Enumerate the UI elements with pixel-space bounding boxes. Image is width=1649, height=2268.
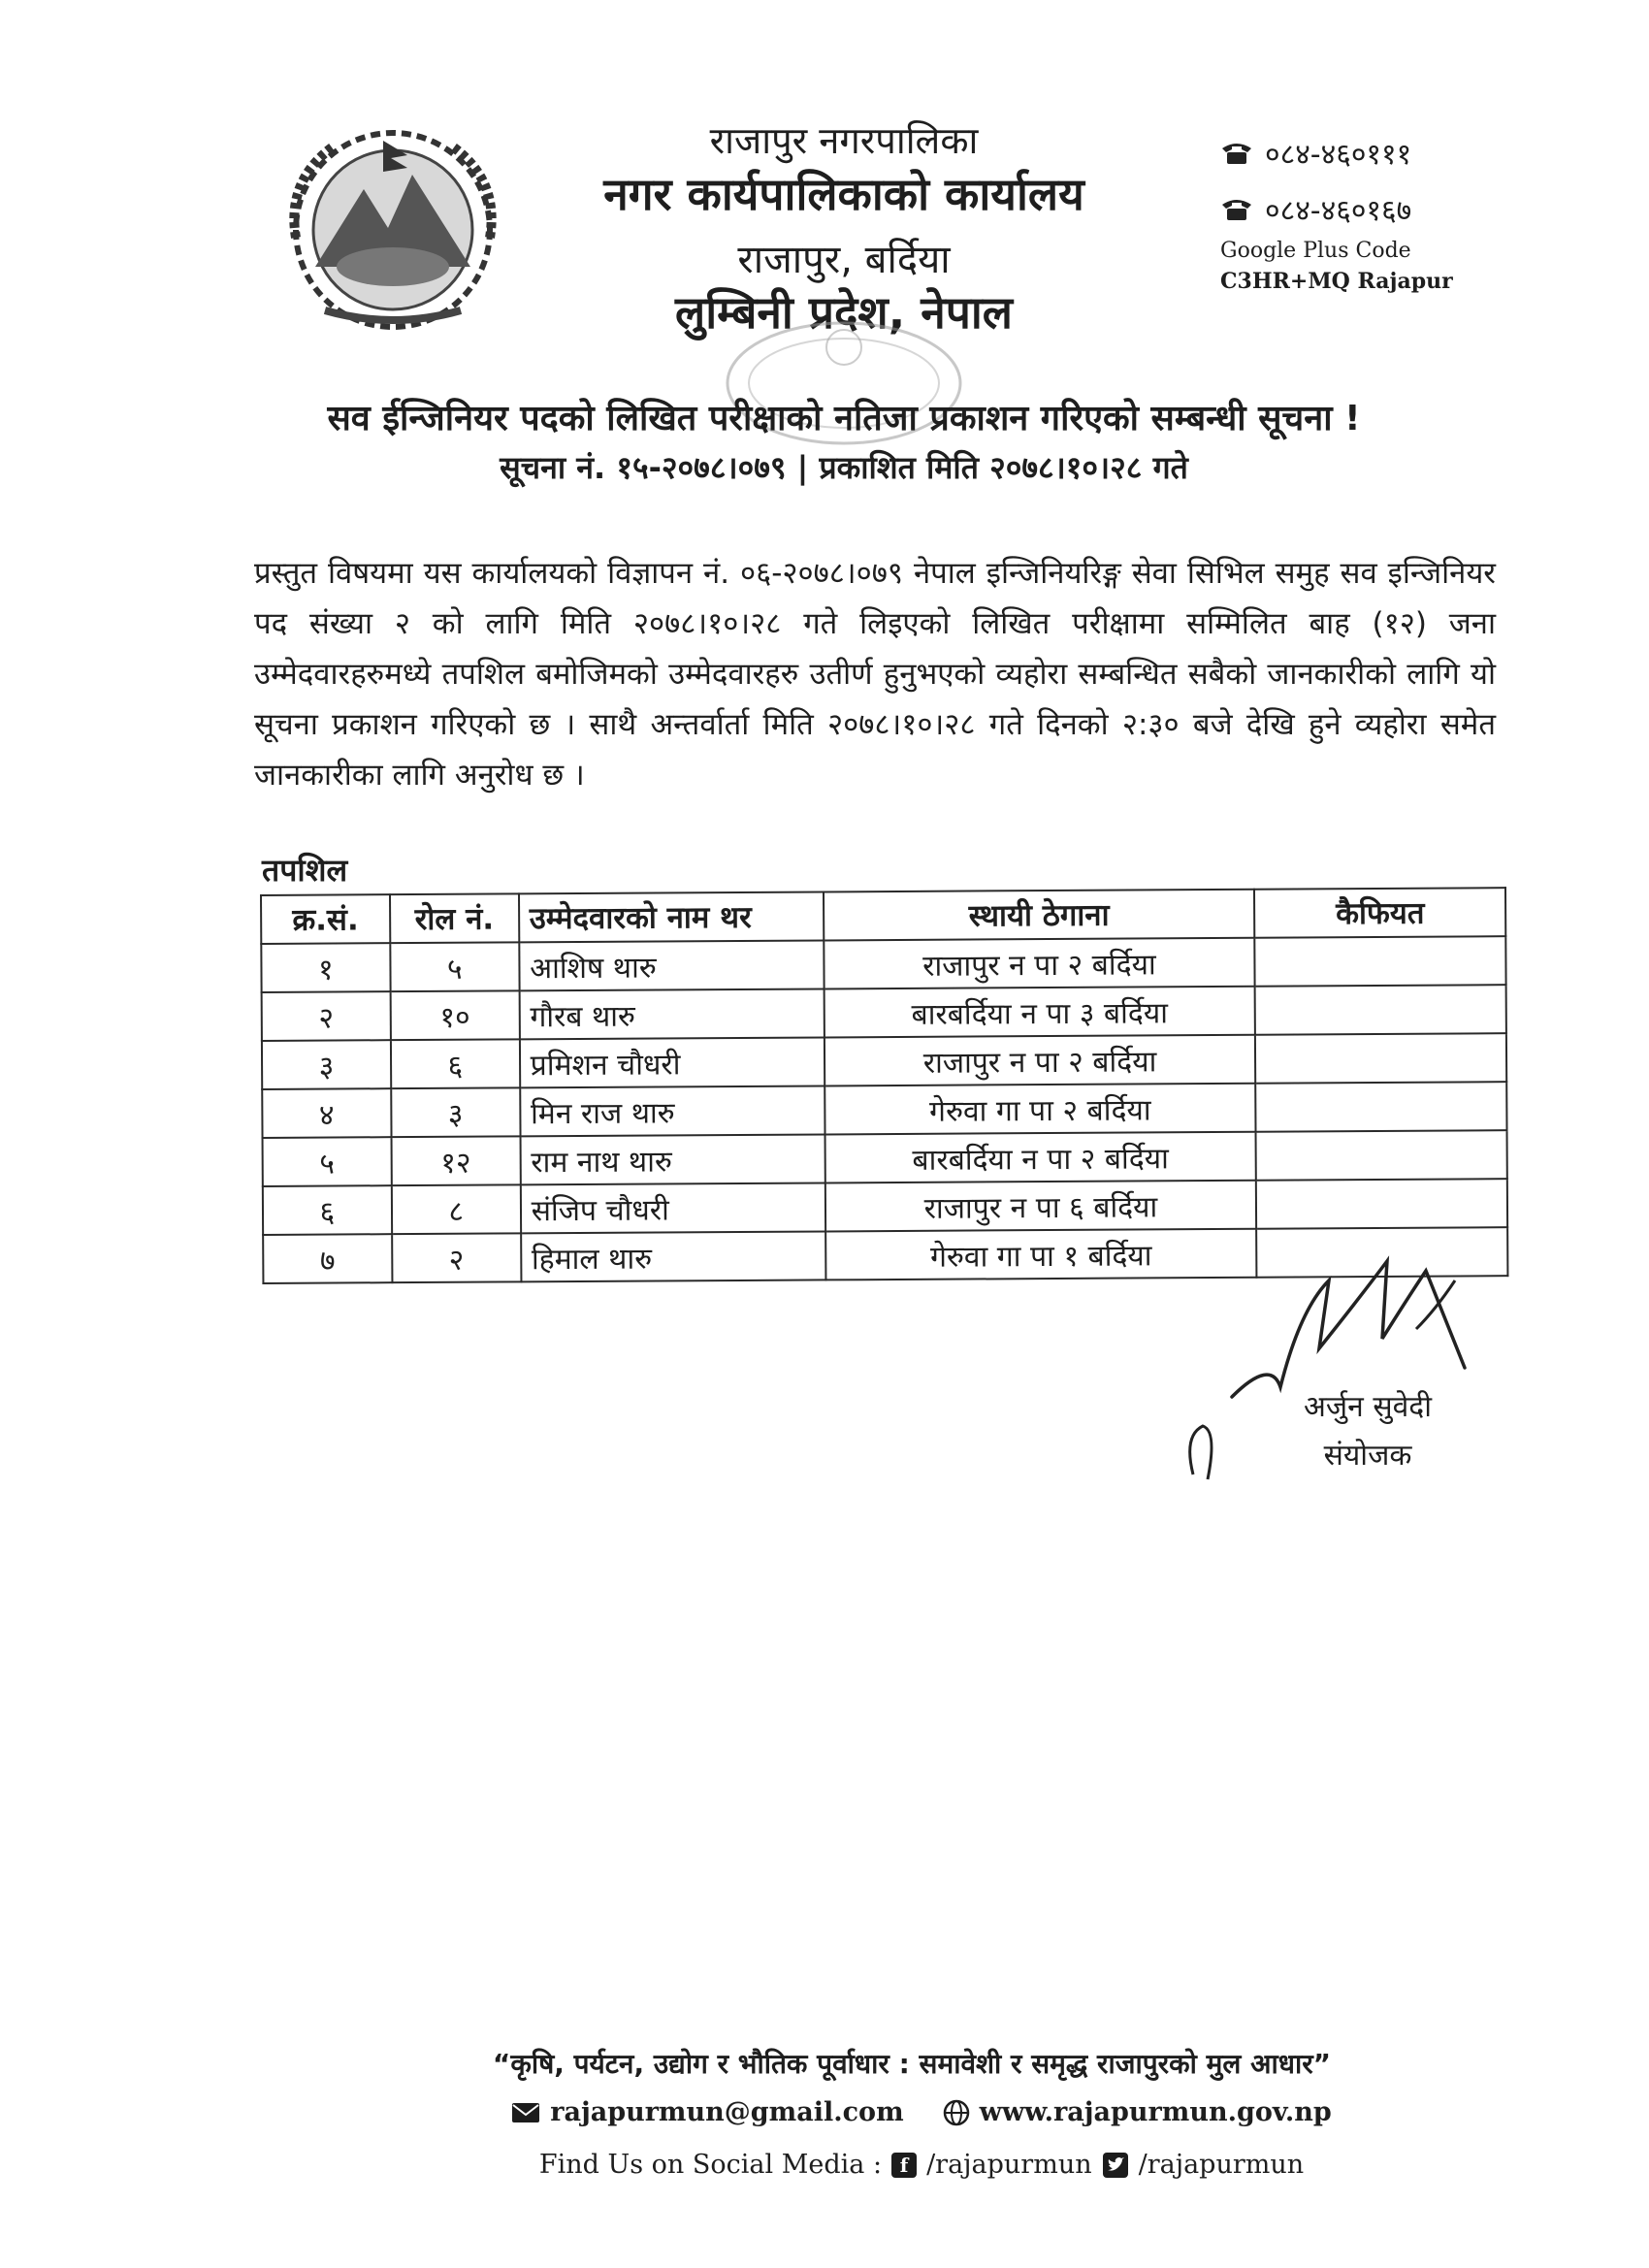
cell-remarks	[1255, 985, 1506, 1035]
phone-number-2[interactable]: ०८४-४६०१६७	[1265, 193, 1412, 228]
footer-slogan: “कृषि, पर्यटन, उद्योग र भौतिक पूर्वाधार : समावेशी र समृद्ध राजापुरको मुल आधार”	[492, 2048, 1332, 2080]
office-address: राजापुर, बर्दिया	[737, 238, 951, 282]
cell-address: गेरुवा गा पा १ बर्दिया	[825, 1229, 1257, 1280]
results-table	[260, 887, 1508, 1284]
notice-reference: सूचना नं. १५-२०७८।०७९ | प्रकाशित मिति २०७८।१०।२८ गते	[500, 449, 1188, 486]
phone-row	[1220, 180, 1511, 237]
nepal-government-emblem-icon	[276, 121, 509, 335]
cell-name: संजिप चौधरी	[520, 1183, 824, 1233]
table-heading: तपशिल	[262, 852, 348, 889]
globe-icon	[943, 2099, 970, 2126]
notice-title: सव ईन्जिनियर पदको लिखित परीक्षाको नतिजा प्रकाशन गरिएको सम्बन्धी सूचना !	[327, 399, 1361, 438]
twitter-handle[interactable]: /rajapurmun	[1138, 2150, 1305, 2180]
google-plus-code-label: Google Plus Code	[1220, 239, 1411, 263]
cell-name: आशिष थारु	[519, 940, 824, 990]
cell-roll: ५	[390, 942, 519, 991]
website-url: www.rajapurmun.gov.np	[979, 2097, 1332, 2127]
notice-body: प्रस्तुत विषयमा यस कार्यालयको विज्ञापन नं. ०६-२०७८।०७९ नेपाल इन्जिनियरिङ्ग सेवा सिभिल समुह सव इन्जिनियर पद संख्या २ को लागि मिति २०७८।१०।२८ गते लिइएको लिखित परीक्षामा सम्मिलित बाह (१२) जना उम्मेदवारहरुमध्ये तपशिल बमोजिमको उम्मेदवारहरु उतीर्ण हुनुभएको व्यहोरा सम्बन्धित सबैको जानकारीको लागि यो सूचना प्रकाशन गरिएको छ । साथै अन्तर्वार्ता मिति २०७८।१०।२८ गते दिनको २:३० बजे देखि हुने व्यहोरा समेत जानकारीका लागि अनुरोध छ ।	[254, 556, 1496, 793]
table-header-row	[261, 888, 1505, 944]
telephone-icon	[1220, 139, 1253, 166]
cell-roll: ३	[391, 1087, 520, 1137]
cell-roll: २	[392, 1233, 521, 1282]
column-header-serial: क्र.सं.	[261, 894, 390, 944]
footer-contacts	[524, 2097, 1332, 2127]
column-header-address: स्थायी ठेगाना	[824, 890, 1255, 941]
facebook-icon[interactable]: f	[891, 2153, 917, 2178]
cell-remarks	[1256, 1082, 1507, 1132]
cell-serial: ३	[262, 1040, 391, 1089]
facebook-handle[interactable]: /rajapurmun	[926, 2150, 1092, 2180]
cell-address: बारबर्दिया न पा २ बर्दिया	[824, 1132, 1256, 1183]
cell-name: गौरब थारु	[519, 988, 824, 1039]
municipality-name: राजापुर नगरपालिका	[709, 119, 979, 162]
cell-remarks	[1256, 1179, 1507, 1229]
phone-number-1[interactable]: ०८४-४६०१११	[1265, 137, 1412, 172]
column-header-name: उम्मेदवारको नाम थर	[519, 891, 824, 942]
office-name: नगर कार्यपालिकाको कार्यालय	[603, 168, 1084, 220]
website-link[interactable]	[943, 2097, 1332, 2127]
cell-roll: ६	[391, 1039, 520, 1088]
cell-name: राम नाथ थारु	[520, 1134, 824, 1184]
cell-serial: ७	[263, 1234, 392, 1283]
cell-address: बारबर्दिया न पा ३ बर्दिया	[824, 987, 1255, 1038]
cell-address: राजापुर न पा २ बर्दिया	[824, 1035, 1256, 1086]
cell-serial: ४	[262, 1088, 391, 1138]
cell-roll: १०	[390, 990, 519, 1040]
cell-roll: ८	[392, 1184, 521, 1234]
province-name: लुम्बिनी प्रदेश, नेपाल	[675, 286, 1013, 339]
phone-row	[1220, 124, 1511, 180]
telephone-icon	[1220, 195, 1253, 222]
footer-social	[524, 2150, 1319, 2180]
social-label: Find Us on Social Media :	[538, 2150, 883, 2180]
cell-address: गेरुवा गा पा २ बर्दिया	[824, 1084, 1256, 1135]
cell-address: राजापुर न पा ६ बर्दिया	[824, 1181, 1256, 1232]
contact-block	[1220, 124, 1511, 294]
cell-remarks	[1255, 1033, 1506, 1084]
cell-name: मिन राज थारु	[520, 1085, 824, 1136]
cell-name: प्रमिशन चौधरी	[520, 1037, 824, 1087]
cell-name: हिमाल थारु	[521, 1231, 825, 1281]
table-row	[263, 1179, 1507, 1235]
table-row	[262, 1033, 1506, 1089]
table-row	[261, 936, 1505, 992]
email-address: rajapurmun@gmail.com	[550, 2097, 904, 2127]
envelope-icon	[511, 2102, 540, 2123]
cell-serial: ५	[263, 1137, 392, 1186]
twitter-icon[interactable]	[1102, 2152, 1129, 2179]
signatory-role: संयोजक	[1323, 1439, 1412, 1473]
google-plus-code-value: C3HR+MQ Rajapur	[1220, 269, 1453, 294]
cell-serial: ६	[263, 1185, 392, 1235]
table-row	[262, 985, 1506, 1041]
column-header-remarks: कैफियत	[1254, 888, 1505, 938]
cell-address: राजापुर न पा २ बर्दिया	[824, 938, 1255, 989]
cell-remarks	[1256, 1130, 1507, 1181]
cell-remarks	[1255, 936, 1506, 987]
table-row	[263, 1130, 1507, 1186]
signatory-name: अर्जुन सुवेदी	[1303, 1390, 1433, 1424]
cell-serial: १	[261, 943, 390, 992]
email-link[interactable]	[511, 2097, 903, 2127]
cell-serial: २	[262, 991, 391, 1041]
table-row	[262, 1082, 1506, 1138]
cell-roll: १२	[391, 1136, 520, 1185]
column-header-roll: रोल नं.	[390, 893, 519, 943]
